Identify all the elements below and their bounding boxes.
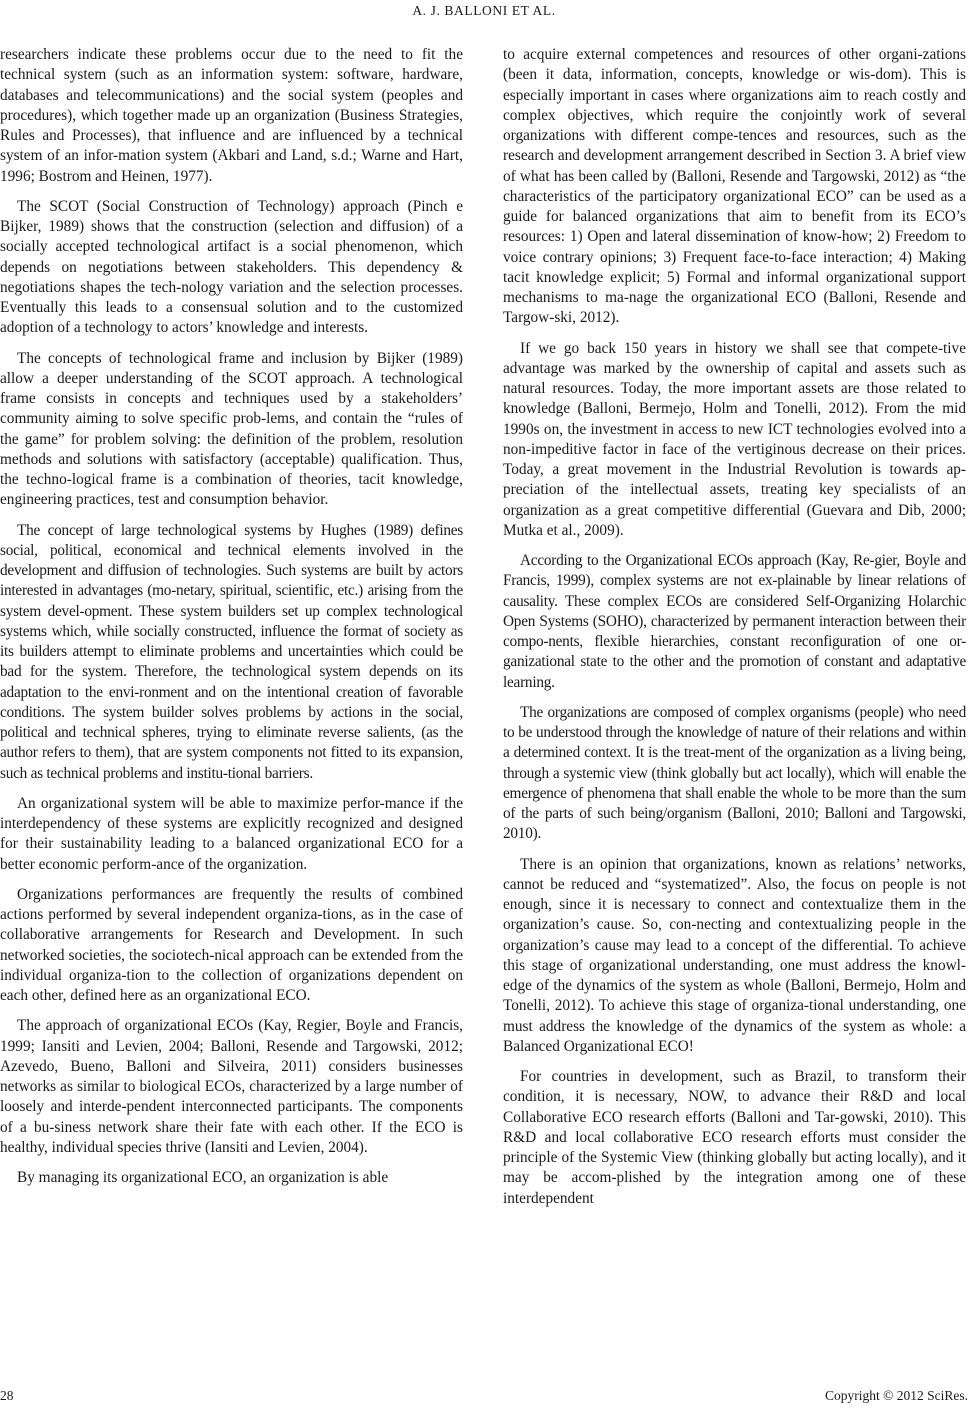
left-column bbox=[0, 45, 463, 1198]
paragraph: Organizations performances are frequently the results of combined actions performed by several independent organiza-tions, as in the case of collaborative arrangements for Research and Development. In such networked societies, the sociotech-nical approach can be extended from the individual organiza-tion to the collection of organizations dependent on each other, defined here as an organizational ECO. bbox=[0, 885, 463, 1004]
paragraph: For countries in development, such as Brazil, to transform their condition, it is necessary, NOW, to advance their R&D and local Collaborative ECO research efforts (Balloni and Tar-gowski, 2010). This R&D and local collaborative ECO research efforts must consider the principle of the Systemic View (thinking globally but acting locally), and it may be accom-plished by the integration among one of these interdependent bbox=[503, 1068, 966, 1207]
paragraph: If we go back 150 years in history we shall see that compete-tive advantage was marked by the ownership of capital and assets such as natural resources. Today, the more important assets are those related to knowledge (Balloni, Bermejo, Holm and Tonelli, 2012). From the mid 1990s on, the investment in access to new ICT technologies evolved into a non-impeditive factor in face of the vertiginous decrease on their prices. Today, a great movement in the Industrial Revolution is towards ap-preciation of the intellectual assets, treating key specialists of an organization as a great competitive differential (Guevara and Dib, 2000; Mutka et al., 2009). bbox=[503, 339, 966, 539]
paragraph: An organizational system will be able to maximize perfor-mance if the interdependency of these systems are explicitly recognized and designed for their sustainability leading to a balanced organizational ECO for a better economic perform-ance of the organization. bbox=[0, 794, 463, 873]
paragraph: The concepts of technological frame and inclusion by Bijker (1989) allow a deeper understanding of the SCOT approach. A technological frame consists in concepts and techniques used by a stakeholders’ community aiming to solve specific prob-lems, and contain the “rules of the game” for problem solving: the definition of the problem, resolution methods and solutions with satisfactory (acceptable) qualification. Thus, the techno-logical frame is a combination of theories, tacit knowledge, engineering practices, test and consumption behavior. bbox=[0, 349, 463, 509]
paragraph: The organizations are composed of complex organisms (people) who need to be understood through the knowledge of nature of their relations and within a determined context. It is the treat-ment of the organization as a living being, through a systemic view (think globally but act locally), which will enable the emergence of phenomena that shall enable the whole to be more than the sum of the parts of such being/organism (Balloni, 2010; Balloni and Targowski, 2010). bbox=[503, 703, 966, 843]
paragraph: to acquire external competences and resources of other organi-zations (been it data, information, concepts, knowledge or wis-dom). This is especially important in cases where organizations aim to reach costly and complex objectives, which require the conjointly work of several organizations with different compe-tences and resources, such as the research and development arrangement described in Section 3. A brief view of what has been called by (Balloni, Resende and Targowski, 2012) as “the characteristics of the participatory organizational ECO” can be used as a guide for balanced organizations that aim to benefit from its ECO’s resources: 1) Open and lateral dissemination of know-how; 2) Freedom to voice contrary opinions; 3) Frequent face-to-face interaction; 4) Making tacit knowledge explicit; 5) Formal and informal organizational support mechanisms to ma-nage the organizational ECO (Balloni, Resende and Targow-ski, 2012). bbox=[503, 46, 966, 327]
paragraph: There is an opinion that organizations, known as relations’ networks, cannot be reduced and “systematized”. Also, the focus on people is not enough, since it is necessary to connect and contextualize them in the organization’s cause. So, con-necting and contextualizing people in the organization’s cause may lead to a concept of the differential. To achieve this stage of organizational understanding, one must address the knowl-edge of the dynamics of the system as whole (Balloni, Bermejo, Holm and Tonelli, 2012). To achieve this stage of organiza-tional understanding, one must address the knowledge of the dynamics of the system as whole: a Balanced Organizational ECO! bbox=[503, 855, 966, 1055]
page-number: 28 bbox=[0, 1388, 14, 1403]
paragraph: According to the Organizational ECOs approach (Kay, Re-gier, Boyle and Francis, 1999), complex systems are not ex-plainable by linear relations of causality. These complex ECOs are considered Self-Organizing Holarchic Open Systems (SOHO), characterized by permanent interaction between their compo-nents, flexible hierarchies, constant reconfiguration of one or-ganizational state to the other and the promotion of constant and adaptative learning. bbox=[503, 552, 966, 691]
copyright-notice: Copyright © 2012 SciRes. bbox=[824, 1388, 968, 1403]
paragraph: By managing its organizational ECO, an organization is able bbox=[17, 1169, 389, 1186]
running-head: A. J. BALLONI ET AL. bbox=[412, 3, 556, 18]
paragraph: The concept of large technological systems by Hughes (1989) defines social, political, economical and technical elements involved in the development and diffusion of technologies. Such systems are built by actors interested in advantages (mo-netary, spiritual, scientific, etc.) arising from the system devel-opment. These system builders set up complex technological systems which, while socially constructed, influence the format of society as its builders attempt to eliminate problems and uncertainties which could be bad for the system. Therefore, the technological system depends on its adaptation to the envi-ronment and on the intentional creation of favorable conditions. The system builder solves problems by actions in the social, political and technical spheres, trying to eliminate reverse salients, (as the author refers to them), that are system components not fitted to its expansion, such as technical problems and institu-tional barriers. bbox=[0, 521, 463, 782]
paragraph: The approach of organizational ECOs (Kay, Regier, Boyle and Francis, 1999; Iansiti and Levien, 2004; Balloni, Resende and Targowski, 2012; Azevedo, Bueno, Balloni and Silveira, 2011) considers businesses networks as similar to biological ECOs, characterized by a large number of loosely and interde-pendent interconnected participants. The components of a bu-siness network share their fate with each other. If the ECO is healthy, individual species thrive (Iansiti and Levien, 2004). bbox=[0, 1017, 463, 1156]
paragraph: The SCOT (Social Construction of Technology) approach (Pinch e Bijker, 1989) shows that the construction (selection and diffusion) of a socially accepted technological artifact is a social phenomenon, which depends on negotiations between stakeholders. This dependency & negotiations shapes the tech-nology variation and the selection processes. Eventually this leads to a consensual solution and to the customized adoption of a technology to actors’ knowledge and interests. bbox=[0, 197, 463, 337]
paragraph: researchers indicate these problems occur due to the need to fit the technical system (such as an information system: software, hardware, databases and telecommunications) and the social system (peoples and procedures), which together made up an organization (Business Strategies, Rules and Processes), that influence and are influenced by a technical system of an infor-mation system (Akbari and Land, s.d.; Warne and Hart, 1996; Bostrom and Heinen, 1977). bbox=[0, 46, 463, 185]
right-column bbox=[503, 45, 966, 1219]
